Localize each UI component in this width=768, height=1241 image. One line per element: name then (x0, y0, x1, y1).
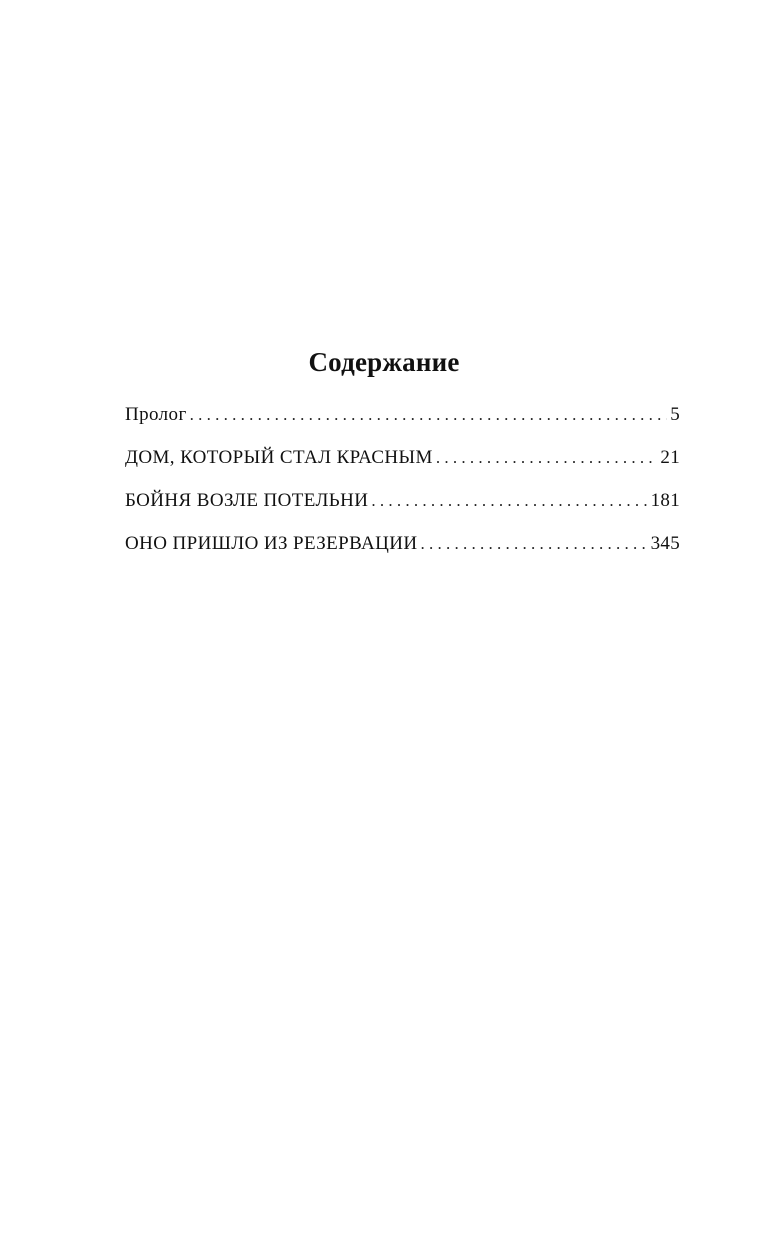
toc-entry-page-number: 21 (660, 447, 680, 468)
toc-entry-title: ДОМ, КОТОРЫЙ СТАЛ КРАСНЫМ (125, 447, 433, 468)
table-of-contents (125, 400, 680, 572)
toc-title: Содержание (308, 347, 460, 378)
toc-entry-page-number: 5 (670, 404, 680, 425)
dot-leader (436, 443, 658, 473)
toc-entry-part-1[interactable] (125, 443, 680, 486)
toc-entry-title: Пролог (125, 404, 187, 425)
toc-entry-title: ОНО ПРИШЛО ИЗ РЕЗЕРВАЦИИ (125, 533, 418, 554)
dot-leader (190, 400, 668, 430)
toc-entry-title: БОЙНЯ ВОЗЛЕ ПОТЕЛЬНИ (125, 490, 369, 511)
toc-entry-part-3[interactable] (125, 529, 680, 572)
dot-leader (371, 486, 647, 516)
toc-entry-part-2[interactable] (125, 486, 680, 529)
dot-leader (421, 529, 648, 559)
toc-entry-page-number: 181 (650, 490, 680, 511)
toc-entry-prologue[interactable] (125, 400, 680, 443)
toc-entry-page-number: 345 (650, 533, 680, 554)
